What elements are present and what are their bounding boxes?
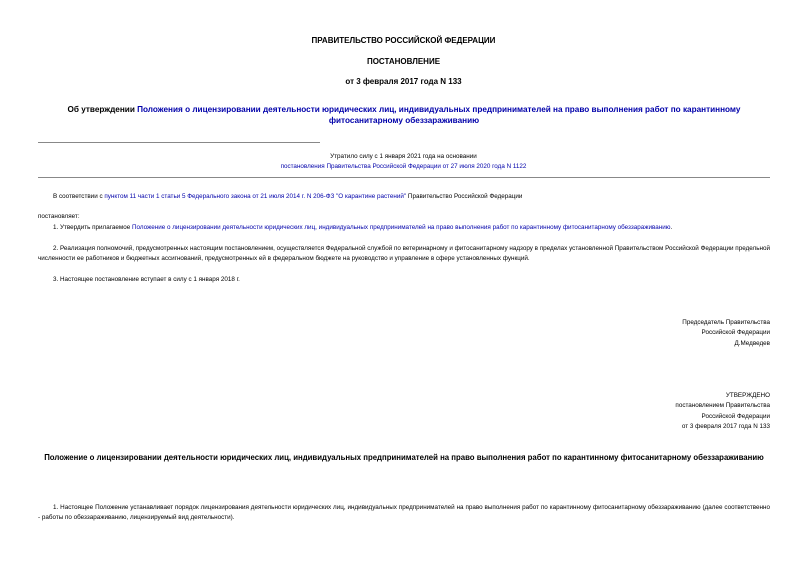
item-3: 3. Настоящее постановление вступает в силу с 1 января 2018 г.: [53, 276, 240, 283]
government-heading: ПРАВИТЕЛЬСТВО РОССИЙСКОЙ ФЕДЕРАЦИИ: [311, 36, 496, 45]
approval-line-2: постановлением Правительства: [675, 402, 770, 410]
signature-line-2: Российской Федерации: [701, 329, 770, 337]
approval-line-3: Российской Федерации: [701, 412, 770, 420]
validity-note: [0, 152, 807, 172]
approval-block: [675, 391, 770, 433]
item-1-prefix: 1. Утвердить прилагаемое: [53, 224, 132, 231]
title-prefix: Об утверждении: [67, 105, 138, 114]
document-date-number: от 3 февраля 2017 года N 133: [345, 77, 462, 86]
item-1: [53, 223, 770, 233]
decides-text: постановляет:: [38, 213, 80, 220]
intro-paragraph: [53, 192, 770, 202]
title-regulation-link[interactable]: Положения о лицензировании деятельности юридических лиц, индивидуальных предпринимателей на право выполнения работ по карантинному фитосанитарному обеззараживанию: [137, 105, 741, 125]
item-1-suffix: .: [670, 224, 673, 231]
divider-full: [38, 177, 770, 178]
validity-note-text: Утратило силу с 1 января 2021 года на основании: [330, 153, 477, 160]
approval-line-4: от 3 февраля 2017 года N 133: [681, 423, 770, 431]
item-2: 2. Реализация полномочий, предусмотренных настоящим постановлением, осуществляется Федеральной службой по ветеринарному и фитосанитарному надзору в пределах установленной Правительством Российской Федерации предельной численности ее работников и бюджетных ассигнований, предусмотренных ей в федеральном бюджете на руководство и управление в сфере установленных функций.: [38, 245, 770, 262]
signature-name: Д.Медведев: [734, 339, 770, 347]
document-title: [38, 104, 770, 126]
validity-note-link[interactable]: постановления Правительства Российской Федерации от 27 июля 2020 года N 1122: [280, 163, 527, 170]
regulation-item-1: 1. Настоящее Положение устанавливает порядок лицензирования деятельности юридических лиц, индивидуальных предпринимателей на право выполнения работ по карантинному фитосанитарному обеззараживанию (далее соответственно - работы по обеззараживанию, лицензируемый вид деятельности).: [38, 504, 770, 521]
divider-short: [38, 142, 320, 143]
law-reference-link[interactable]: пунктом 11 части 1 статьи 5 Федерального закона от 21 июля 2014 г. N 206-ФЗ "О карантине растений": [104, 193, 407, 200]
approval-line-1: УТВЕРЖДЕНО: [725, 392, 770, 399]
intro-suffix: Правительство Российской Федерации: [406, 193, 523, 200]
item-1-regulation-link[interactable]: Положение о лицензировании деятельности юридических лиц, индивидуальных предпринимателей на право выполнения работ по карантинному фитосанитарному обеззараживанию: [131, 224, 671, 231]
signature-block: [682, 318, 770, 349]
intro-prefix: В соответствии с: [53, 193, 105, 200]
regulation-title: Положение о лицензировании деятельности юридических лиц, индивидуальных предпринимателей на право выполнения работ по карантинному фитосанитарному обеззараживанию: [44, 453, 764, 462]
document-type-heading: ПОСТАНОВЛЕНИЕ: [366, 57, 441, 66]
signature-line-1: Председатель Правительства: [682, 319, 770, 326]
